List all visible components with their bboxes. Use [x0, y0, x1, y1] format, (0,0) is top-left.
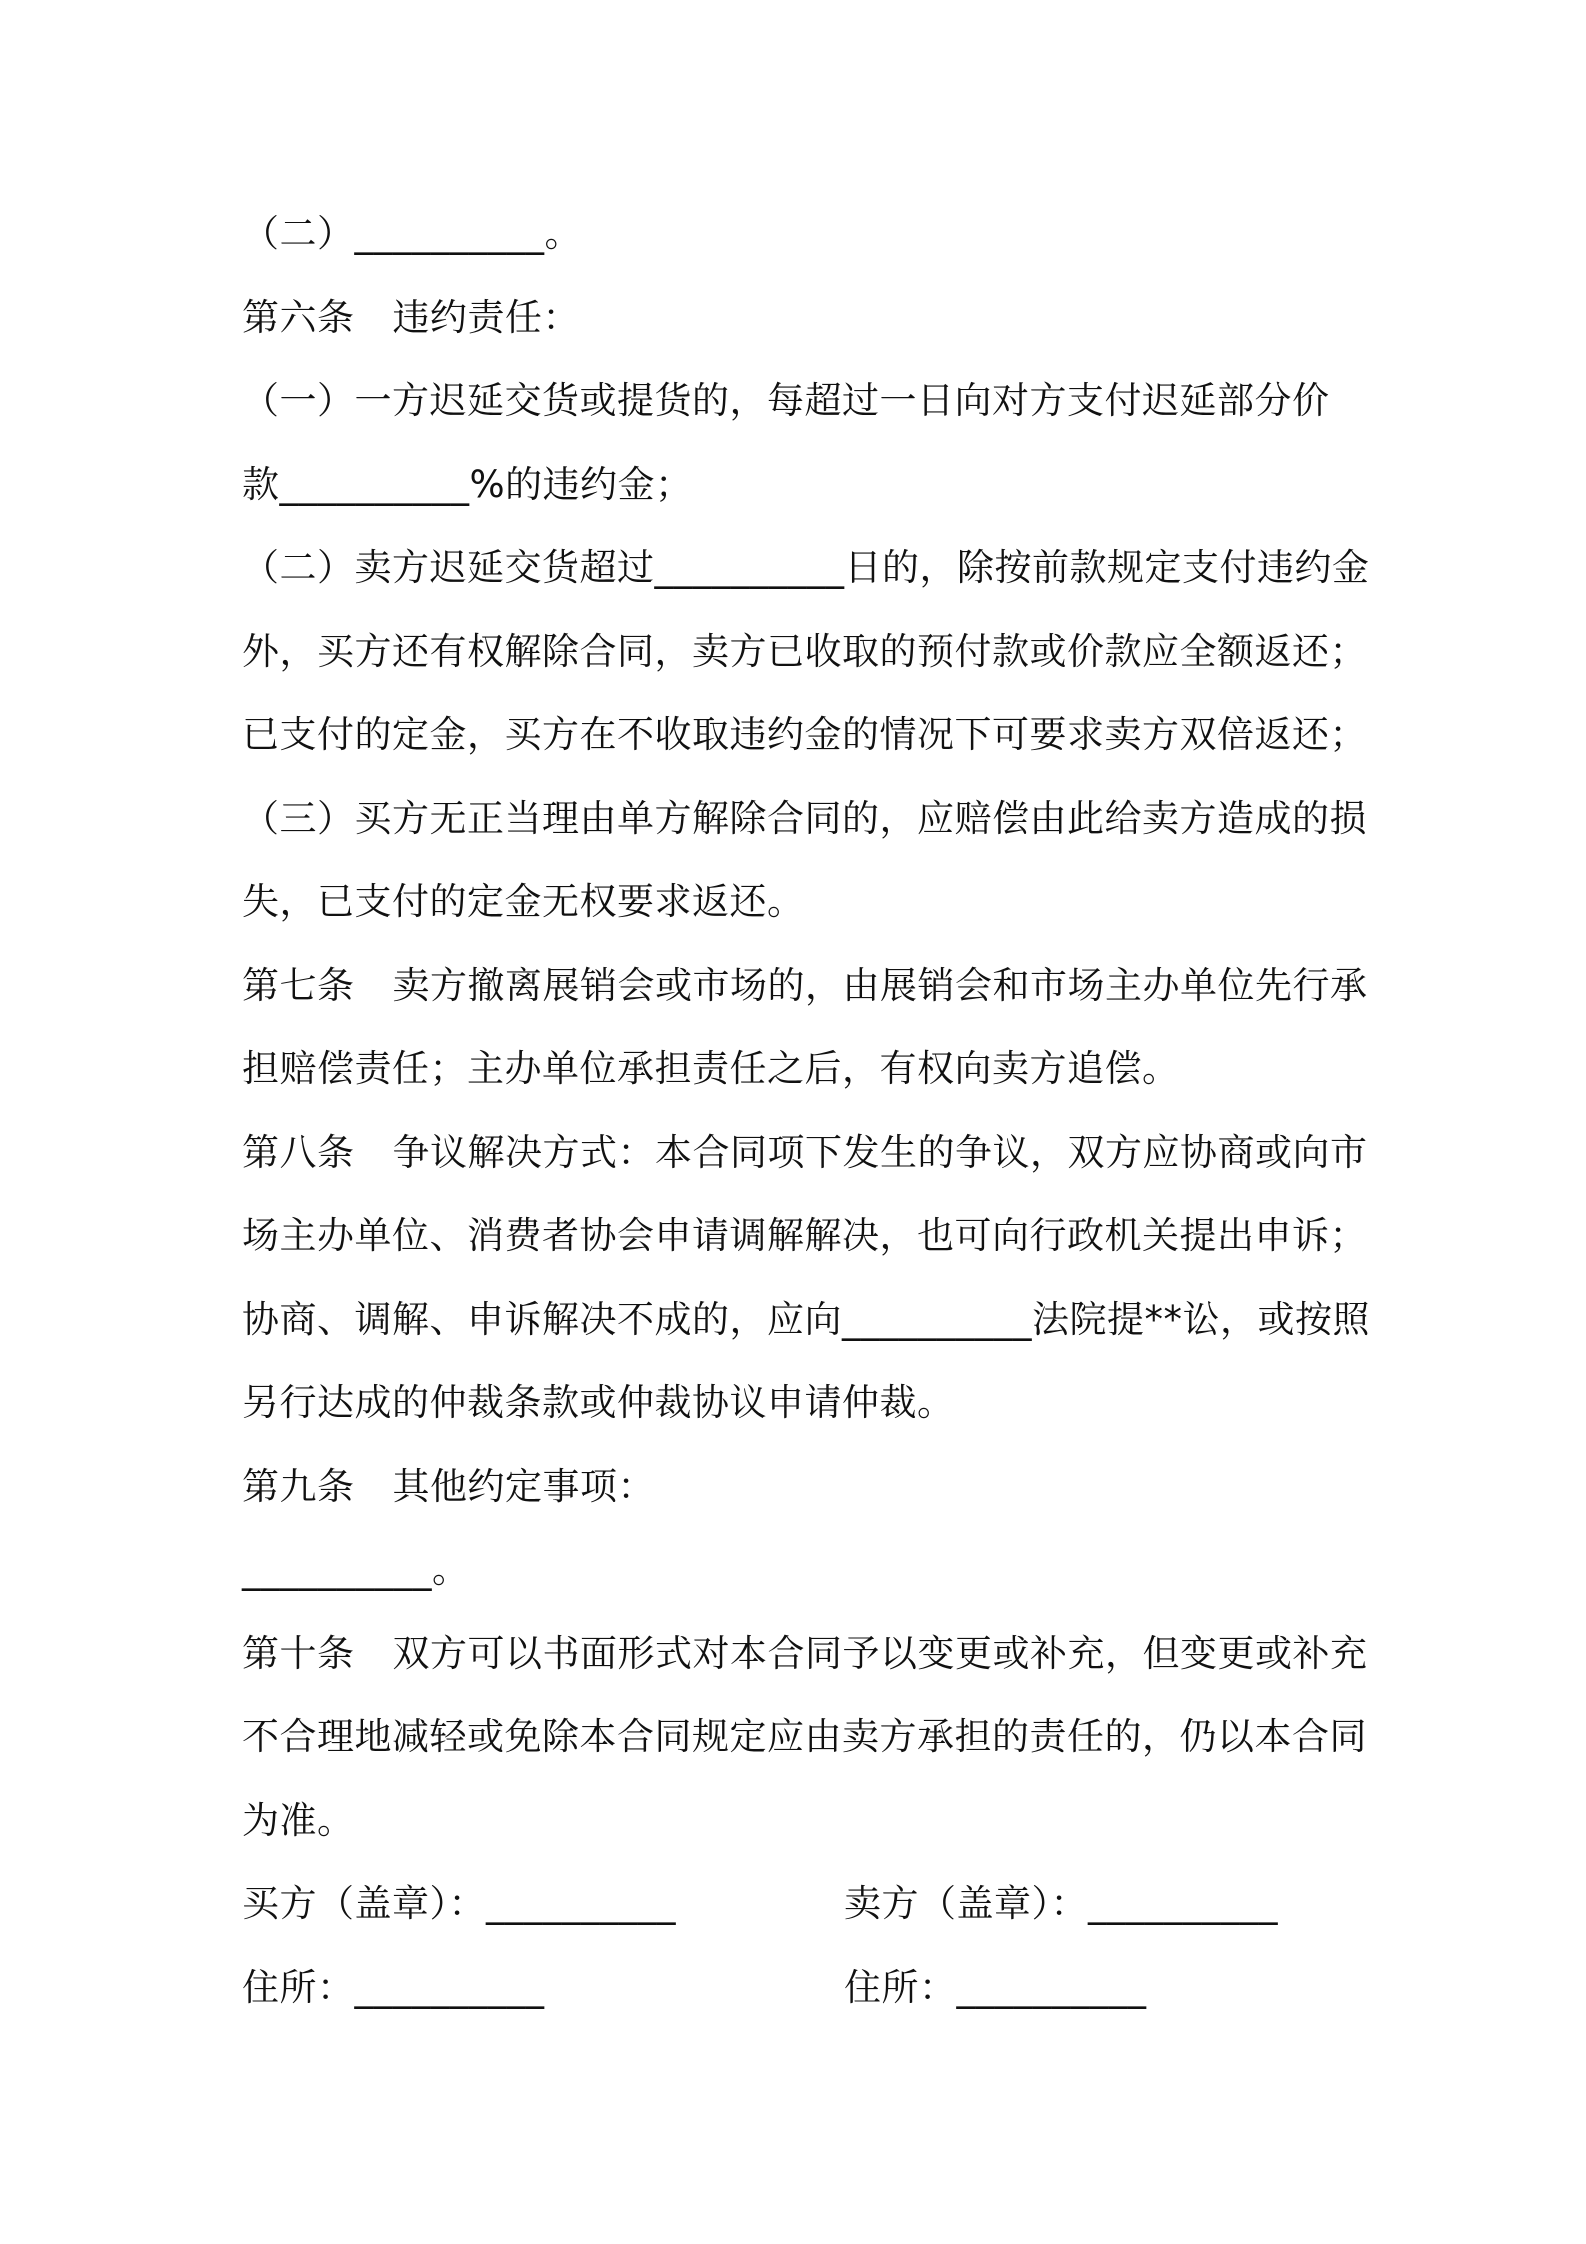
- article-text: 双方可以书面形式对本合同予以变更或补充，但变更或补充: [392, 1631, 1368, 1675]
- article-7-heading: [242, 944, 1368, 1028]
- article-title: 其他约定事项：: [392, 1464, 655, 1508]
- clause-line: 场主办单位、消费者协会申请调解解决，也可向行政机关提出申诉；: [242, 1214, 1367, 1257]
- clause-line: 不合理地减轻或免除本合同规定应由卖方承担的责任的，仍以本合同: [242, 1715, 1367, 1758]
- article-title: 违约责任：: [392, 295, 580, 339]
- clause-line: 协商、调解、申诉解决不成的，应向__________法院提**讼，或按照: [242, 1297, 1370, 1341]
- article-number: 第九条: [242, 1464, 355, 1508]
- seller-seal-field: 卖方（盖章）：__________: [844, 1882, 1278, 1925]
- buyer-seal-field: 买方（盖章）：__________: [242, 1882, 676, 1925]
- clause-line: （一）一方迟延交货或提货的，每超过一日向对方支付迟延部分价: [242, 379, 1330, 422]
- article-10-heading: [242, 1612, 1368, 1696]
- article-number: 第八条: [242, 1130, 355, 1174]
- seller-address-field: 住所：__________: [844, 1965, 1147, 2009]
- signature-row-seal: [242, 1862, 1362, 1946]
- clause-line: 失，已支付的定金无权要求返还。: [242, 880, 805, 923]
- article-text: 争议解决方式：本合同项下发生的争议，双方应协商或向市: [392, 1130, 1368, 1174]
- buyer-address-field: 住所：__________: [242, 1965, 545, 2009]
- article-9-heading: [242, 1445, 1362, 1529]
- article-number: 第六条: [242, 295, 355, 339]
- clause-line: 已支付的定金，买方在不收取违约金的情况下可要求卖方双倍返还；: [242, 713, 1367, 756]
- clause-line: （二）卖方迟延交货超过__________日的，除按前款规定支付违约金: [242, 546, 1370, 589]
- article-number: 第十条: [242, 1631, 355, 1675]
- clause-line: （三）买方无正当理由单方解除合同的，应赔偿由此给卖方造成的损: [242, 796, 1367, 840]
- article-8-heading: [242, 1111, 1368, 1195]
- article-6-heading: [242, 276, 1362, 360]
- clause-line: 款__________%的违约金；: [242, 462, 693, 506]
- clause-line: 另行达成的仲裁条款或仲裁协议申请仲裁。: [242, 1381, 955, 1424]
- clause-line: 外，买方还有权解除合同，卖方已收取的预付款或价款应全额返还；: [242, 629, 1367, 673]
- clause-line: 担赔偿责任；主办单位承担责任之后，有权向卖方追偿。: [242, 1047, 1180, 1090]
- article-text: 卖方撤离展销会或市场的，由展销会和市场主办单位先行承: [392, 963, 1368, 1007]
- contract-body: [242, 192, 1370, 2029]
- article-number: 第七条: [242, 963, 355, 1007]
- clause-line: （二）__________。: [242, 212, 582, 255]
- signature-row-address: [242, 1946, 1362, 2030]
- clause-line: __________。: [242, 1548, 470, 1591]
- clause-line: 为准。: [242, 1798, 355, 1842]
